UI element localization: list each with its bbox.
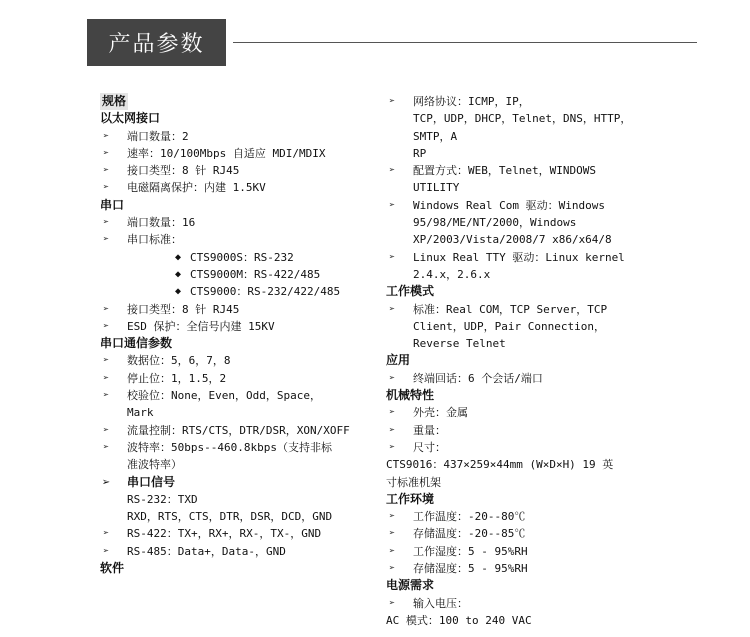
arrow-bullet-icon: ➢: [388, 597, 396, 609]
arrow-bullet-icon: ➢: [388, 165, 396, 177]
comm-params-heading: 串口通信参数: [100, 336, 173, 351]
arrow-bullet-icon: ➢: [102, 217, 110, 229]
arrow-bullet-icon: ➢: [388, 199, 396, 211]
list-item: ➢ 数据位：5，6，7，8: [100, 352, 370, 369]
section-header: [87, 19, 226, 66]
arrow-bullet-icon: ➢: [388, 96, 396, 107]
list-item: ➢ ESD 保护：全信号内建 15KV: [100, 318, 370, 335]
sub-list-item: ◆ CTS9000S：RS-232: [100, 249, 370, 266]
arrow-bullet-icon: ➢: [388, 563, 396, 575]
arrow-bullet-icon: ➢: [102, 182, 110, 194]
arrow-bullet-icon: ➢: [388, 511, 396, 523]
diamond-bullet-icon: ◆: [175, 251, 182, 263]
continuation-line: RS-232：TXD: [127, 492, 198, 506]
list-item: ➢ 接口类型：8 针 RJ45: [100, 301, 370, 318]
continuation-line: Reverse Telnet: [413, 337, 506, 351]
arrow-bullet-icon: ➢: [102, 424, 110, 436]
arrow-bullet-icon: ➢: [102, 130, 110, 142]
list-item: ➢ 工作湿度：5 - 95%RH: [386, 543, 656, 560]
continuation-line: RXD，RTS，CTS，DTR，DSR，DCD，GND: [127, 510, 333, 524]
list-item: ➢ Linux Real TTY 驱动：Linux kernel: [386, 249, 656, 266]
arrow-bullet-icon: ➢: [388, 372, 396, 384]
arrow-bullet-icon: ➢: [101, 476, 111, 488]
serial-heading: 串口: [100, 197, 125, 212]
arrow-bullet-icon: ➢: [102, 441, 110, 453]
list-item: ➢ 速率：10/100Mbps 自适应 MDI/MDIX: [100, 145, 370, 162]
arrow-bullet-icon: ➢: [388, 441, 396, 453]
diamond-bullet-icon: ◆: [175, 268, 182, 280]
arrow-bullet-icon: ➢: [102, 147, 110, 159]
continuation-line: 95/98/ME/NT/2000，Windows: [413, 216, 577, 230]
spec-heading: 规格: [100, 93, 128, 110]
list-item: ➢ 尺寸：: [386, 439, 656, 456]
list-item: ➢ 工作温度：-20--80℃: [386, 508, 656, 525]
ethernet-heading: 以太网接口: [100, 111, 161, 126]
continuation-line: 准波特率）: [127, 458, 182, 472]
page-title: 产品参数: [108, 32, 205, 57]
list-item: ➢ 网络协议：ICMP，IP，: [386, 93, 656, 110]
list-item: ➢ 校验位：None，Even，Odd，Space，: [100, 387, 370, 404]
list-item: ➢ 存储温度：-20--85℃: [386, 525, 656, 542]
left-column: [100, 93, 370, 577]
list-item: ➢ Windows Real Com 驱动：Windows: [386, 197, 656, 214]
arrow-bullet-icon: ➢: [102, 355, 110, 367]
continuation-line: XP/2003/Vista/2008/7 x86/x64/8: [413, 233, 612, 247]
list-item: ➢ 停止位：1，1.5，2: [100, 370, 370, 387]
list-item: ➢ 端口数量：16: [100, 214, 370, 231]
list-item: ➢ 输入电压：: [386, 595, 656, 612]
continuation-line: RP: [413, 146, 427, 160]
work-mode-heading: 工作模式: [386, 284, 435, 299]
continuation-line: 2.4.x，2.6.x: [413, 267, 491, 281]
arrow-bullet-icon: ➢: [102, 303, 110, 315]
continuation-line: TCP，UDP，DHCP，Telnet，DNS，HTTP，SMTP，A: [413, 112, 632, 143]
serial-signal-heading: 串口信号: [127, 474, 176, 489]
ac-mode-line: AC 模式：100 to 240 VAC: [386, 613, 532, 627]
list-item: ➢ RS-422：TX+，RX+，RX-，TX-，GND: [100, 525, 370, 542]
software-heading: 软件: [100, 561, 125, 576]
right-column: [386, 93, 656, 629]
application-heading: 应用: [386, 353, 411, 368]
arrow-bullet-icon: ➢: [102, 320, 110, 332]
list-item: ➢ 标准：Real COM，TCP Server，TCP: [386, 301, 656, 318]
list-item: ➢ 端口数量：2: [100, 128, 370, 145]
arrow-bullet-icon: ➢: [102, 545, 110, 557]
power-heading: 电源需求: [386, 578, 435, 593]
arrow-bullet-icon: ➢: [388, 303, 396, 315]
continuation-line: UTILITY: [413, 181, 460, 195]
arrow-bullet-icon: ➢: [102, 372, 110, 384]
arrow-bullet-icon: ➢: [102, 528, 110, 540]
arrow-bullet-icon: ➢: [102, 165, 110, 177]
environment-heading: 工作环境: [386, 491, 435, 506]
list-item: ➢ 配置方式：WEB，Telnet，WINDOWS: [386, 162, 656, 179]
arrow-bullet-icon: ➢: [388, 407, 396, 419]
list-item: [100, 474, 370, 491]
size-detail: 寸标准机架: [386, 475, 441, 489]
header-divider: [233, 42, 697, 43]
continuation-line: Mark: [127, 406, 154, 420]
list-item: ➢ 存储湿度：5 - 95%RH: [386, 560, 656, 577]
list-item: ➢ 终端回话：6 个会话/端口: [386, 370, 656, 387]
arrow-bullet-icon: ➢: [102, 390, 110, 402]
arrow-bullet-icon: ➢: [388, 424, 396, 436]
continuation-line: Client，UDP，Pair Connection，: [413, 319, 605, 333]
list-item: ➢ 波特率：50bps--460.8kbps（支持非标: [100, 439, 370, 456]
arrow-bullet-icon: ➢: [388, 528, 396, 540]
mechanical-heading: 机械特性: [386, 388, 435, 403]
list-item: ➢ 重量：: [386, 422, 656, 439]
arrow-bullet-icon: ➢: [388, 251, 396, 263]
list-item: ➢ RS-485：Data+，Data-，GND: [100, 543, 370, 560]
arrow-bullet-icon: ➢: [102, 234, 110, 246]
diamond-bullet-icon: ◆: [175, 286, 182, 298]
list-item: ➢ 流量控制：RTS/CTS，DTR/DSR，XON/XOFF: [100, 422, 370, 439]
list-item: ➢ 串口标准：: [100, 231, 370, 248]
sub-list-item: ◆ CTS9000M：RS-422/485: [100, 266, 370, 283]
list-item: ➢ 外壳：金属: [386, 404, 656, 421]
list-item: ➢ 接口类型：8 针 RJ45: [100, 162, 370, 179]
list-item: ➢ 电磁隔离保护：内建 1.5KV: [100, 179, 370, 196]
sub-list-item: ◆ CTS9000：RS-232/422/485: [100, 283, 370, 300]
arrow-bullet-icon: ➢: [388, 545, 396, 557]
size-detail: CTS9016：437×259×44mm (W×D×H) 19 英: [386, 458, 614, 472]
